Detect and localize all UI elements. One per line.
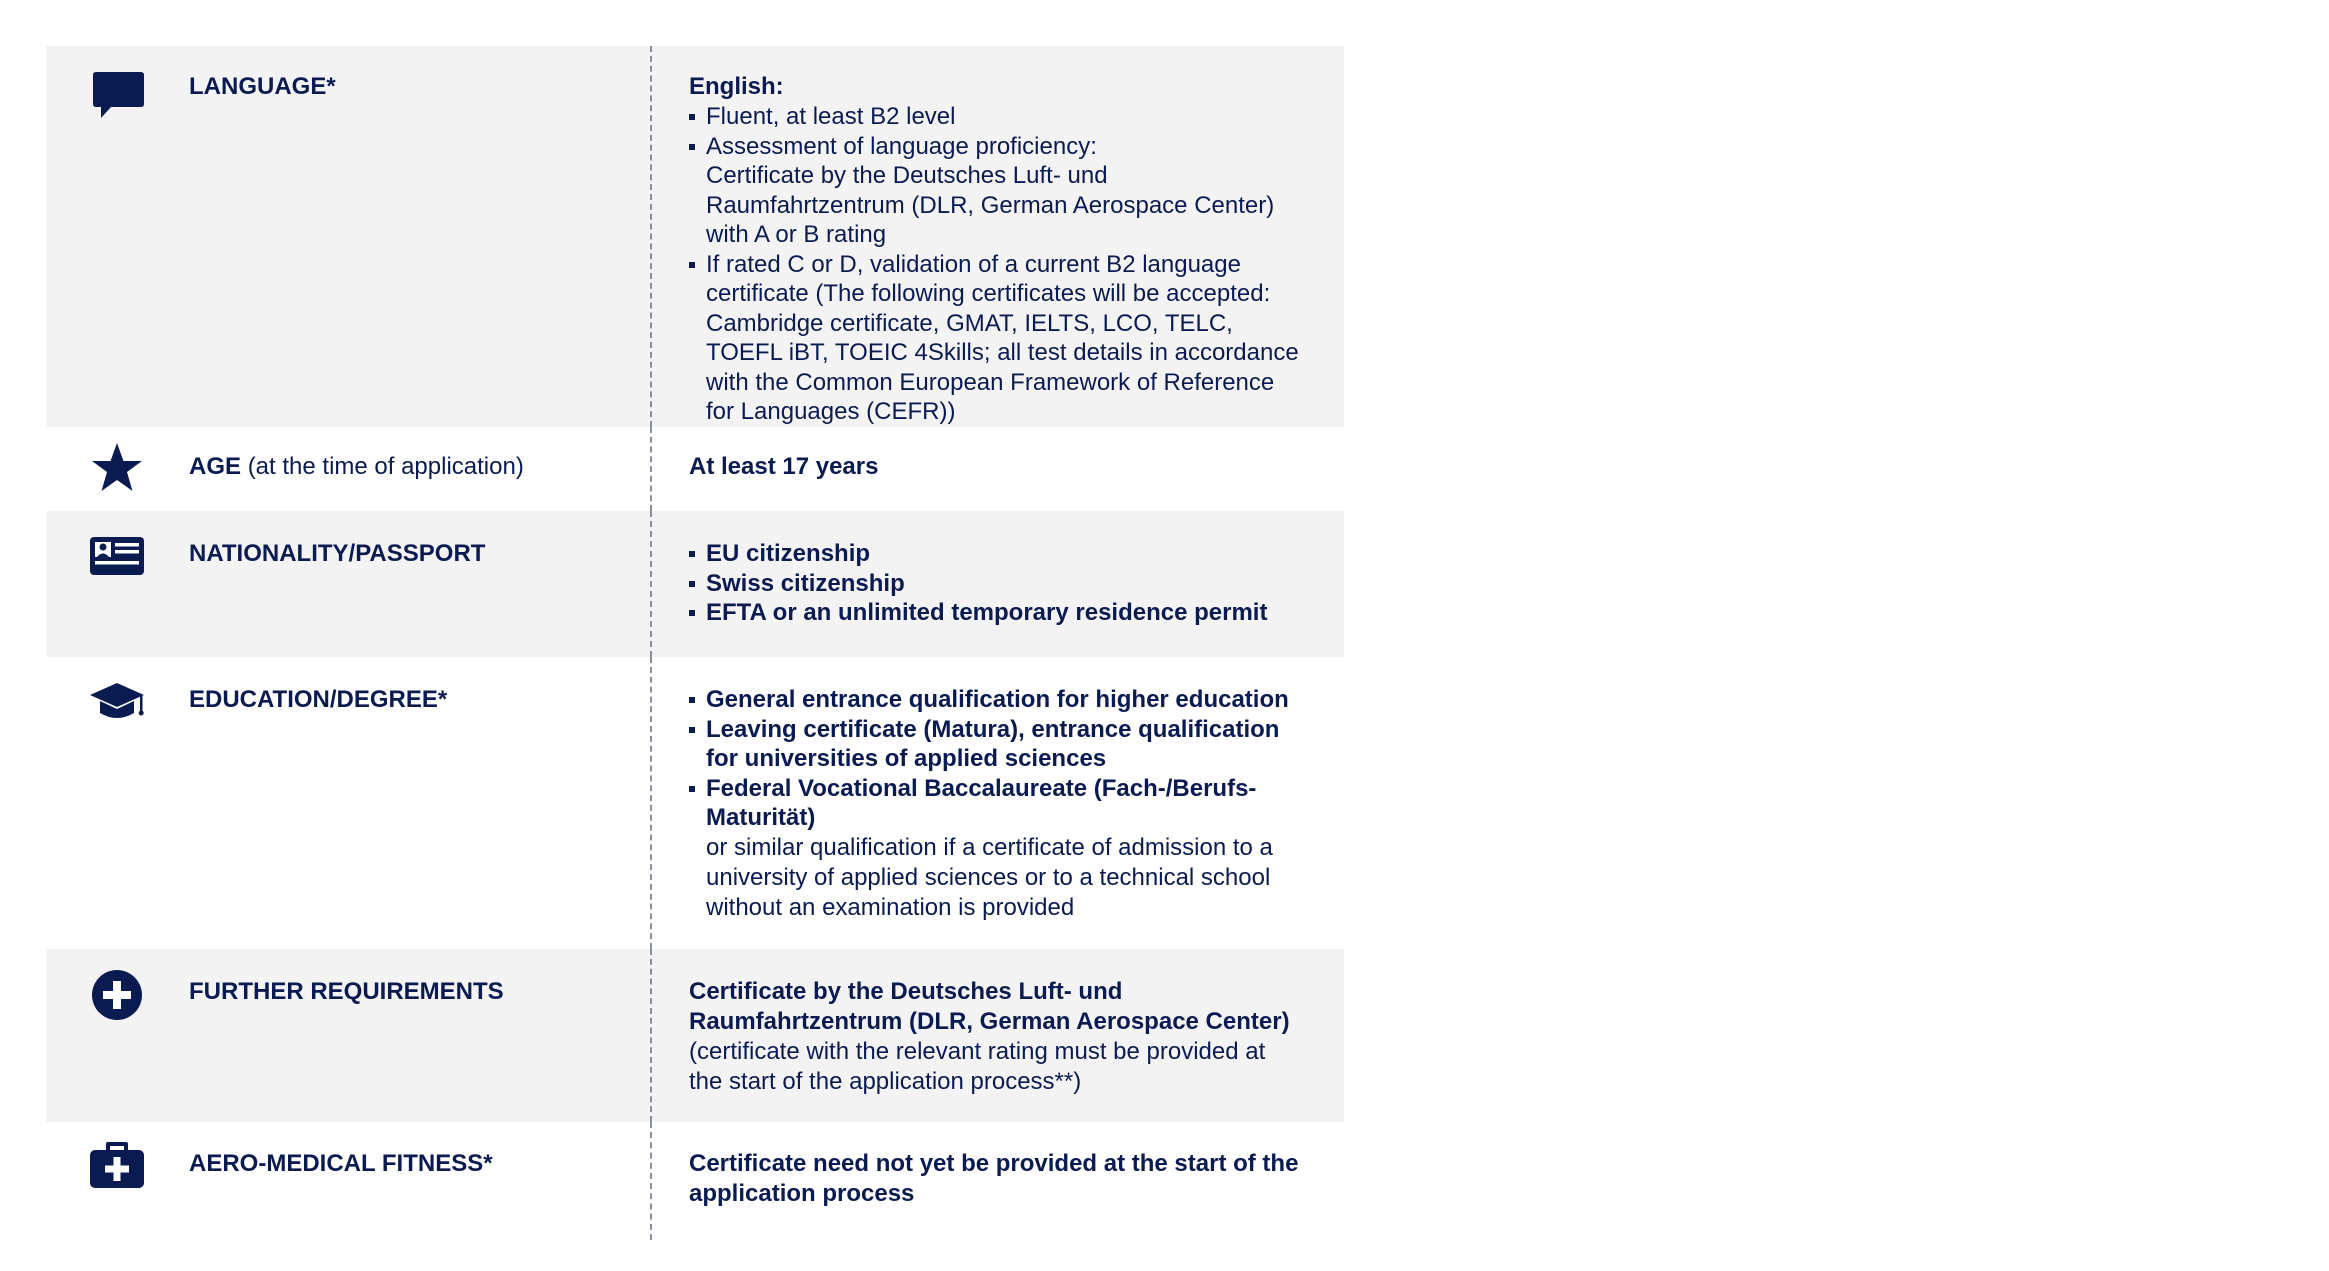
row-aero-medical-label-cell bbox=[46, 1122, 651, 1240]
row-age-label bbox=[189, 452, 524, 482]
row-age bbox=[46, 427, 1344, 511]
column-divider bbox=[650, 1122, 652, 1240]
education-note: or similar qualification if a certificate of admission to a university of applied sciences or to a technical school without an examination is provided bbox=[706, 833, 1273, 921]
row-nationality-label-cell bbox=[46, 511, 651, 657]
row-language bbox=[46, 46, 1344, 427]
age-value: At least 17 years bbox=[689, 453, 879, 480]
education-list bbox=[689, 685, 1304, 833]
row-aero-medical-label: AERO-MEDICAL FITNESS* bbox=[189, 1150, 493, 1177]
medical-kit-icon bbox=[89, 1136, 145, 1192]
requirements-table bbox=[46, 46, 1344, 1240]
list-item-text: Assessment of language proficiency: bbox=[706, 132, 1097, 160]
age-label-sub: (at the time of application) bbox=[247, 453, 524, 480]
row-education-content bbox=[651, 657, 1344, 949]
row-further-requirements bbox=[46, 949, 1344, 1122]
row-language-label: LANGUAGE* bbox=[189, 73, 336, 100]
list-item: Leaving certificate (Matura), entrance qualification for universities of applied sciences bbox=[689, 715, 1304, 774]
row-education-label-cell bbox=[46, 657, 651, 949]
list-item-detail: Certificate by the Deutsches Luft- und Raumfahrtzentrum (DLR, German Aerospace Center) with A or B rating bbox=[706, 162, 1275, 248]
further-note: (certificate with the relevant rating must be provided at the start of the application process**) bbox=[689, 1038, 1266, 1095]
list-item: EU citizenship bbox=[689, 539, 1304, 569]
column-divider bbox=[650, 427, 652, 511]
plus-circle-icon bbox=[89, 967, 145, 1023]
row-further-label: FURTHER REQUIREMENTS bbox=[189, 978, 504, 1005]
list-item: Swiss citizenship bbox=[689, 569, 1304, 599]
row-language-content bbox=[651, 46, 1344, 427]
list-item: Federal Vocational Baccalaureate (Fach-/Berufs-Maturität) bbox=[689, 774, 1304, 833]
speech-bubble-icon bbox=[89, 68, 145, 124]
row-further-content bbox=[651, 949, 1344, 1122]
list-item: If rated C or D, validation of a current B2 language certificate (The following certificates will be accepted: Cambridge certificate, GMAT, IELTS, LCO, TELC, TOEFL iBT, TOEIC 4Skills; all test details in accordance with the Common European Framework of Reference for Languages (CEFR)) bbox=[689, 250, 1304, 427]
star-icon bbox=[89, 441, 145, 497]
language-list bbox=[689, 102, 1304, 427]
row-language-label-cell bbox=[46, 46, 651, 427]
row-aero-medical-content bbox=[651, 1122, 1344, 1240]
row-nationality-label: NATIONALITY/PASSPORT bbox=[189, 540, 486, 567]
row-education bbox=[46, 657, 1344, 949]
row-nationality bbox=[46, 511, 1344, 657]
age-label-main: AGE bbox=[189, 453, 242, 480]
list-item: Fluent, at least B2 level bbox=[689, 102, 1304, 132]
id-card-icon bbox=[89, 529, 145, 585]
column-divider bbox=[650, 511, 652, 657]
further-heading: Certificate by the Deutsches Luft- und Raumfahrtzentrum (DLR, German Aerospace Center) bbox=[689, 978, 1290, 1035]
row-aero-medical bbox=[46, 1122, 1344, 1240]
row-further-label-cell bbox=[46, 949, 651, 1122]
row-nationality-content bbox=[651, 511, 1344, 657]
aero-medical-text: Certificate need not yet be provided at the start of the application process bbox=[689, 1150, 1299, 1207]
list-item bbox=[689, 132, 1304, 250]
list-item: EFTA or an unlimited temporary residence permit bbox=[689, 598, 1304, 628]
column-divider bbox=[650, 657, 652, 949]
column-divider bbox=[650, 46, 652, 427]
graduation-cap-icon bbox=[89, 675, 145, 731]
row-age-label-cell bbox=[46, 427, 651, 511]
list-item: General entrance qualification for higher education bbox=[689, 685, 1304, 715]
row-education-label: EDUCATION/DEGREE* bbox=[189, 686, 448, 713]
nationality-list bbox=[689, 539, 1304, 628]
row-age-content bbox=[651, 427, 1344, 511]
language-heading: English: bbox=[689, 73, 784, 100]
column-divider bbox=[650, 949, 652, 1122]
